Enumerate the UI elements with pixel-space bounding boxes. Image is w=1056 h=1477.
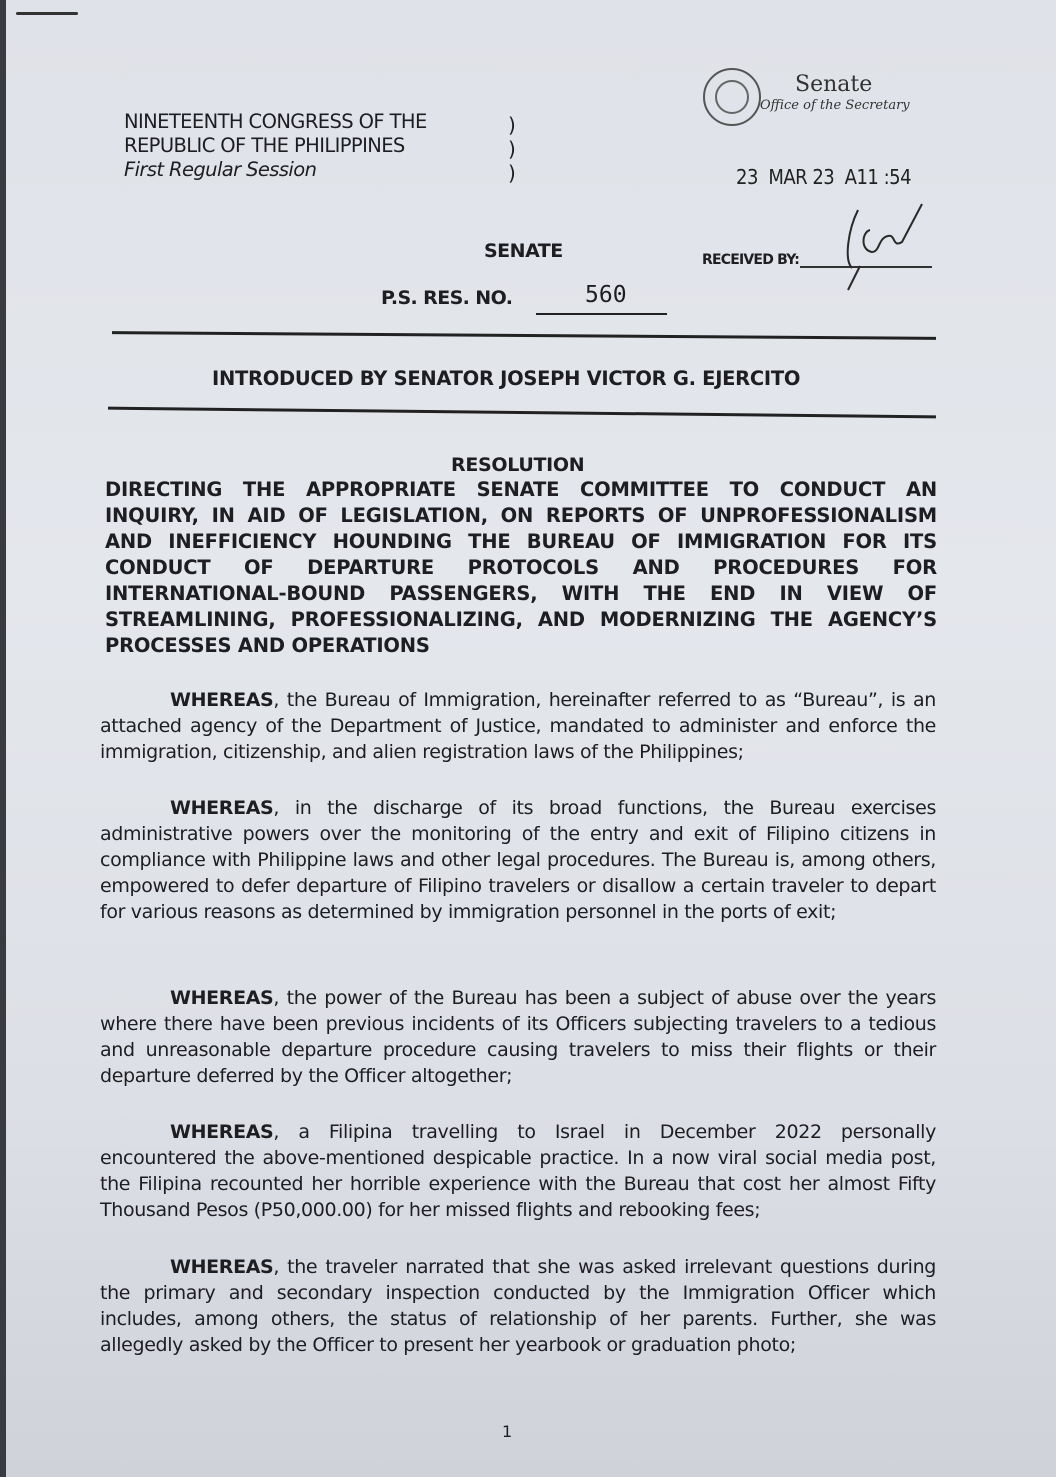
stamp-subtitle: Office of the Secretary: [760, 98, 910, 113]
clause-lead: WHEREAS: [170, 797, 274, 819]
resolution-number: 560: [585, 282, 627, 308]
congress-header: [124, 110, 427, 182]
senate-seal-icon: [703, 68, 761, 126]
resolution-caption: DIRECTING THE APPROPRIATE SENATE COMMITTEE TO CONDUCT AN INQUIRY, IN AID OF LEGISLATION, ON REPORTS OF UNPROFESSIONALISM AND INEFFICIENCY HOUNDING THE BUREAU OF IMMIGRATION FOR ITS CONDUCT OF DEPARTURE PROTOCOLS AND PROCEDURES FOR INTERNATIONAL-BOUND PASSENGERS, WITH THE END IN VIEW OF STREAMLINING, PROFESSIONALIZING, AND MODERNIZING THE AGENCY’S PROCESSES AND OPERATIONS: [105, 478, 937, 657]
clause-lead: WHEREAS: [170, 987, 274, 1009]
resolution-number-line: [536, 313, 667, 315]
whereas-clause: [100, 1119, 936, 1223]
stamp-title: Senate: [795, 72, 873, 97]
whereas-clause: [100, 795, 936, 925]
congress-line-1: NINETEENTH CONGRESS OF THE: [124, 110, 427, 133]
resolution-number-label: P.S. RES. NO.: [381, 287, 513, 309]
clause-lead: WHEREAS: [170, 689, 274, 711]
header-parentheses: [508, 113, 516, 185]
introduced-by: INTRODUCED BY SENATOR JOSEPH VICTOR G. EJERCITO: [212, 367, 801, 390]
chamber-title: SENATE: [484, 240, 563, 262]
clause-text: , a Filipina travelling to Israel in December 2022 personally encountered the above-mentioned despicable practice. In a now viral social media post, the Filipina recounted her horrible experience with the Bureau that cost her almost Fifty Thousand Pesos (P50,000.00) for her missed flights and rebooking fees;: [100, 1121, 936, 1221]
divider: [112, 331, 936, 339]
clause-text: , the power of the Bureau has been a subject of abuse over the years where there have been previous incidents of its Officers subjecting travelers to a tedious and unreasonable departure procedure causing travelers to miss their flights or their departure deferred by the Officer altogether;: [100, 987, 936, 1087]
clause-lead: WHEREAS: [170, 1256, 274, 1278]
whereas-clause: [100, 687, 936, 765]
clause-text: , the traveler narrated that she was asked irrelevant questions during the primary and secondary inspection conducted by the Immigration Officer which includes, among others, the status of relationship of her parents. Further, she was allegedly asked by the Officer to present her yearbook or graduation photo;: [100, 1256, 936, 1356]
page-number: 1: [502, 1422, 513, 1441]
whereas-clause: [100, 1254, 936, 1358]
paren: ): [508, 113, 516, 137]
staple-mark: [16, 12, 78, 15]
divider: [108, 407, 936, 418]
page-edge-shadow: [0, 0, 6, 1477]
clause-text: , the Bureau of Immigration, hereinafter referred to as “Bureau”, is an attached agency of the Department of Justice, mandated to administer and enforce the immigration, citizenship, and alien registration laws of the Philippines;: [100, 689, 936, 763]
received-datetime: 23 MAR 23 A11 :54: [736, 165, 912, 189]
paren: ): [508, 161, 516, 185]
received-by-label: RECEIVED BY:: [702, 252, 800, 268]
signature-icon: [830, 190, 940, 300]
clause-text: , in the discharge of its broad functions, the Bureau exercises administrative powers over the monitoring of the entry and exit of Filipino citizens in compliance with Philippine laws and other legal procedures. The Bureau is, among others, empowered to defer departure of Filipino travelers or disallow a certain traveler to depart for various reasons as determined by immigration personnel in the ports of exit;: [100, 797, 936, 923]
whereas-clause: [100, 985, 936, 1089]
session-line: First Regular Session: [124, 158, 317, 181]
clause-lead: WHEREAS: [170, 1121, 274, 1143]
congress-line-2: REPUBLIC OF THE PHILIPPINES: [124, 134, 405, 157]
paren: ): [508, 137, 516, 161]
resolution-heading: RESOLUTION: [451, 454, 585, 476]
